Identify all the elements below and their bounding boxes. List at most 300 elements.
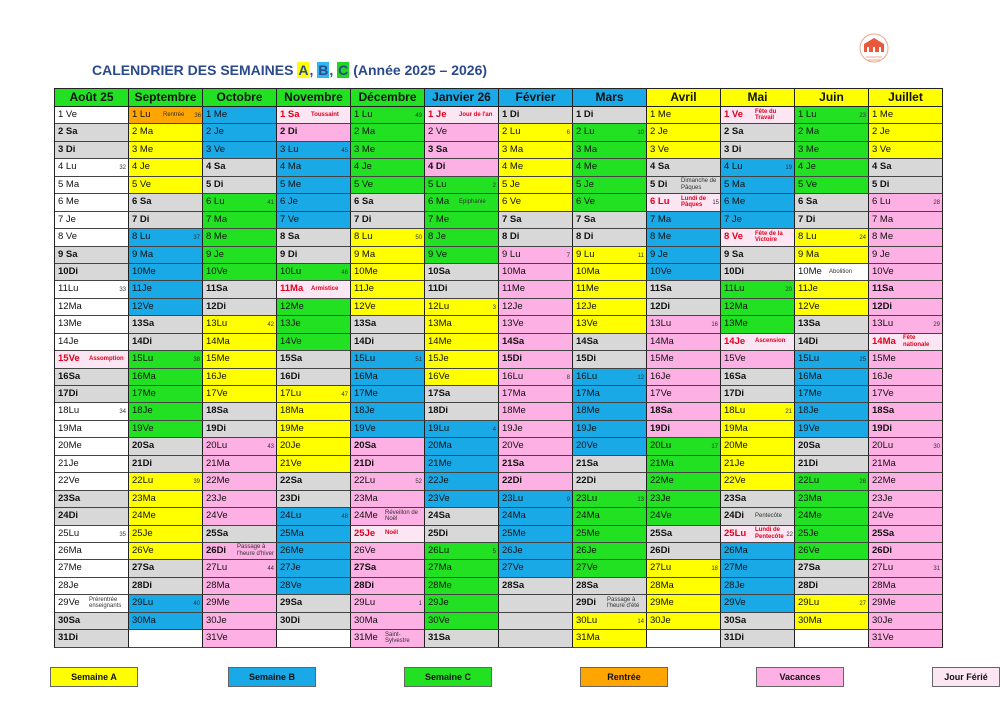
day-cell — [869, 491, 943, 508]
day-label: 30Je — [872, 614, 893, 626]
day-label: 19Ve — [354, 422, 376, 434]
day-cell — [795, 107, 869, 124]
day-cell — [425, 473, 499, 490]
week-number: 34 — [119, 409, 126, 416]
day-label: 18Me — [502, 405, 526, 417]
day-label: 27Me — [58, 562, 82, 574]
day-cell — [277, 316, 351, 333]
day-cell — [425, 107, 499, 124]
week-number: 49 — [415, 113, 422, 119]
day-cell — [425, 369, 499, 386]
day-cell — [277, 403, 351, 420]
day-cell — [55, 316, 129, 333]
month-header: Juillet — [869, 89, 943, 107]
day-label: 2 Lu — [502, 126, 521, 138]
day-cell — [425, 159, 499, 176]
day-label: 20Je — [280, 440, 301, 452]
month-header: Décembre — [351, 89, 425, 107]
day-label: 17Sa — [428, 388, 451, 399]
day-label: 17Me — [798, 388, 822, 399]
week-number: 51 — [415, 357, 422, 364]
day-cell — [499, 421, 573, 438]
day-cell — [129, 212, 203, 229]
day-cell — [55, 264, 129, 281]
day-label: 11Lu — [724, 283, 745, 295]
day-label: 24Me — [132, 510, 156, 522]
day-label: 17Lu — [280, 388, 302, 399]
day-cell — [425, 264, 499, 281]
day-cell — [351, 212, 425, 229]
day-label: 3 Me — [798, 143, 820, 155]
day-label: 8 Lu — [354, 231, 373, 243]
week-number: 40 — [193, 601, 200, 608]
day-cell — [499, 107, 573, 124]
week-number: 13 — [637, 496, 644, 503]
day-cell — [499, 159, 573, 176]
day-event-label: Prérentrée enseignants — [89, 596, 122, 610]
day-cell — [647, 456, 721, 473]
day-cell — [55, 177, 129, 194]
day-label: 31Ma — [576, 632, 600, 644]
week-number: 3 — [492, 304, 496, 311]
day-cell — [721, 334, 795, 351]
day-label: 1 Lu — [798, 109, 817, 120]
day-label: 26Ma — [724, 544, 748, 556]
day-cell — [203, 630, 277, 647]
day-label: 19Di — [206, 422, 227, 434]
day-event-label: Ascension — [755, 338, 786, 345]
week-number: 10 — [637, 130, 644, 137]
day-label: 4 Je — [798, 161, 816, 173]
day-label: 12Ma — [58, 300, 82, 312]
day-label: 22Lu — [354, 475, 376, 487]
day-label: 20Ve — [502, 440, 524, 452]
day-cell — [425, 543, 499, 560]
day-cell — [647, 247, 721, 264]
day-label: 15Me — [872, 353, 896, 365]
day-cell — [203, 421, 277, 438]
day-cell — [869, 299, 943, 316]
day-label: 7 Me — [428, 213, 450, 225]
day-label: 23Je — [650, 492, 671, 504]
day-cell — [647, 421, 721, 438]
day-label: 27Sa — [354, 562, 377, 574]
day-cell — [351, 281, 425, 298]
day-cell — [869, 107, 943, 124]
day-label: 5 Lu — [428, 178, 447, 190]
day-cell — [573, 386, 647, 403]
day-cell — [721, 281, 795, 298]
day-label: 28Di — [354, 579, 375, 591]
day-label: 31Di — [58, 632, 79, 644]
day-cell — [277, 107, 351, 124]
day-label: 10Me — [354, 265, 378, 277]
day-cell — [499, 403, 573, 420]
day-cell — [869, 560, 943, 577]
day-label: 4 Sa — [206, 161, 226, 173]
day-cell — [277, 281, 351, 298]
day-label: 3 Di — [724, 143, 742, 155]
day-cell — [203, 334, 277, 351]
day-cell — [795, 438, 869, 455]
day-cell — [277, 159, 351, 176]
day-label: 23Ma — [132, 492, 156, 504]
day-label: 25Me — [502, 527, 526, 539]
day-cell — [425, 316, 499, 333]
day-cell — [721, 124, 795, 141]
day-cell — [721, 526, 795, 543]
day-label: 19Ma — [58, 422, 82, 434]
week-number: 1 — [418, 601, 422, 608]
day-label: 13Lu — [872, 318, 894, 330]
day-event-label: Dimanche de Pâques — [681, 178, 717, 191]
day-label: 27Me — [724, 562, 748, 574]
day-cell — [129, 247, 203, 264]
school-logo-icon — [856, 32, 892, 66]
month-header: Novembre — [277, 89, 351, 107]
day-label: 7 Ma — [872, 213, 894, 225]
day-label: 4 Lu — [724, 161, 743, 173]
day-cell — [795, 491, 869, 508]
day-label: 19Ve — [798, 422, 820, 434]
page-title — [92, 62, 487, 78]
day-cell — [277, 264, 351, 281]
day-cell — [129, 299, 203, 316]
day-cell — [647, 438, 721, 455]
day-label: 30Di — [280, 614, 301, 626]
day-cell — [795, 194, 869, 211]
day-label: 3 Sa — [428, 143, 448, 155]
day-label: 3 Ve — [872, 143, 892, 155]
week-number: 48 — [341, 514, 348, 521]
day-label: 10Ve — [650, 265, 672, 277]
day-cell — [425, 247, 499, 264]
day-cell — [499, 491, 573, 508]
day-cell — [351, 299, 425, 316]
day-cell — [129, 264, 203, 281]
day-cell — [129, 560, 203, 577]
day-label: 30Je — [206, 614, 227, 626]
day-event-label: Fête nationale — [903, 335, 930, 348]
day-label: 9 Di — [280, 248, 298, 260]
day-cell — [573, 508, 647, 525]
day-cell — [795, 369, 869, 386]
day-label: 8 Lu — [798, 231, 817, 243]
day-cell — [721, 386, 795, 403]
day-label: 14Me — [428, 335, 452, 347]
day-cell — [795, 177, 869, 194]
week-number: 20 — [785, 287, 792, 294]
day-label: 29Lu — [354, 597, 376, 609]
legend-item: Semaine A — [50, 667, 138, 687]
week-number: 4 — [492, 426, 496, 433]
day-label: 23Sa — [724, 492, 747, 504]
day-label: 14Je — [724, 335, 746, 347]
day-cell — [499, 351, 573, 368]
day-cell — [721, 229, 795, 246]
week-number: 17 — [711, 444, 718, 451]
day-label: 27Sa — [132, 562, 155, 574]
day-cell — [351, 613, 425, 630]
day-label: 21Je — [724, 457, 745, 469]
day-cell — [647, 560, 721, 577]
day-cell — [203, 543, 277, 560]
day-label: 2 Sa — [724, 126, 744, 138]
day-label: 5 Me — [280, 178, 302, 190]
day-cell — [573, 473, 647, 490]
day-label: 28Ma — [872, 579, 896, 591]
day-label: 28Sa — [502, 579, 525, 591]
day-event-label: Jour de l'an — [459, 111, 493, 118]
day-cell — [129, 107, 203, 124]
day-cell — [573, 177, 647, 194]
day-cell — [499, 177, 573, 194]
day-label: 7 Ma — [650, 213, 672, 225]
day-cell — [129, 177, 203, 194]
day-label: 6 Me — [58, 196, 80, 208]
day-cell — [869, 159, 943, 176]
day-label: 16Ma — [132, 370, 156, 382]
day-label: 13Ve — [576, 318, 598, 330]
day-label: 23Lu — [502, 492, 524, 504]
day-label: 11Je — [354, 283, 374, 295]
month-header: Avril — [647, 89, 721, 107]
week-number: 24 — [859, 235, 866, 242]
day-cell — [277, 421, 351, 438]
day-cell — [647, 630, 721, 647]
day-cell — [203, 438, 277, 455]
day-cell — [277, 142, 351, 159]
week-number: 32 — [119, 165, 126, 172]
day-cell — [351, 456, 425, 473]
day-label: 26Ve — [354, 544, 376, 556]
day-cell — [795, 281, 869, 298]
day-label: 10Me — [132, 265, 156, 277]
day-cell — [499, 630, 573, 647]
day-cell — [129, 386, 203, 403]
day-label: 18Di — [428, 405, 449, 417]
day-label: 8 Lu — [132, 231, 151, 243]
week-number: 44 — [267, 566, 274, 573]
day-event-label: Armistice — [311, 286, 339, 293]
day-event-label: Réveillon de Noël — [385, 509, 419, 523]
day-cell — [647, 194, 721, 211]
day-label: 2 Je — [872, 126, 890, 138]
day-cell — [795, 212, 869, 229]
day-cell — [869, 177, 943, 194]
day-label: 22Je — [428, 475, 449, 487]
day-label: 16Lu — [576, 370, 598, 382]
day-cell — [55, 560, 129, 577]
day-label: 19Ma — [724, 422, 748, 434]
day-cell — [869, 212, 943, 229]
day-label: 1 Me — [872, 109, 894, 120]
week-number: 12 — [637, 374, 644, 381]
day-label: 26Je — [502, 544, 523, 556]
day-label: 31Me — [354, 632, 378, 644]
day-cell — [203, 177, 277, 194]
day-cell — [425, 177, 499, 194]
day-label: 17Ve — [872, 388, 894, 399]
day-cell — [795, 543, 869, 560]
day-cell — [869, 194, 943, 211]
week-number: 35 — [119, 531, 126, 538]
day-label: 14Sa — [502, 335, 525, 347]
week-number: 47 — [341, 392, 348, 398]
day-label: 15Ve — [724, 353, 746, 365]
day-label: 15Di — [502, 353, 523, 365]
day-cell — [55, 613, 129, 630]
day-label: 13Je — [280, 318, 301, 330]
day-cell — [869, 142, 943, 159]
day-label: 11Di — [428, 283, 448, 295]
day-label: 26Di — [206, 544, 227, 556]
day-label: 10Ve — [872, 265, 894, 277]
day-label: 28Di — [798, 579, 819, 591]
day-event-label: Pentecôte — [755, 512, 783, 519]
day-cell — [499, 281, 573, 298]
day-label: 3 Me — [354, 143, 376, 155]
day-label: 21Ve — [280, 457, 302, 469]
day-label: 21Je — [58, 457, 79, 469]
day-cell — [795, 473, 869, 490]
day-label: 21Ma — [872, 457, 896, 469]
day-label: 3 Ve — [206, 143, 226, 155]
day-cell — [203, 316, 277, 333]
day-label: 6 Ma — [428, 196, 450, 208]
day-cell — [277, 456, 351, 473]
day-cell — [425, 403, 499, 420]
day-label: 17Di — [724, 388, 745, 399]
day-label: 5 Ve — [354, 178, 374, 190]
day-label: 2 Ma — [798, 126, 820, 138]
day-cell — [721, 264, 795, 281]
day-label: 25Je — [798, 527, 819, 539]
day-cell — [721, 107, 795, 124]
day-cell — [277, 526, 351, 543]
day-label: 20Lu — [872, 440, 894, 452]
day-label: 5 Di — [206, 178, 224, 190]
day-label: 25Lu — [724, 527, 747, 539]
day-label: 7 Ma — [206, 213, 228, 225]
day-label: 2 Ve — [428, 126, 448, 138]
day-label: 19Me — [280, 422, 304, 434]
week-number: 23 — [859, 113, 866, 119]
day-cell — [721, 613, 795, 630]
day-label: 12Ve — [132, 300, 154, 312]
day-label: 16Je — [206, 370, 227, 382]
day-label: 17Ma — [502, 388, 526, 399]
day-cell — [277, 386, 351, 403]
day-cell — [203, 299, 277, 316]
week-number: 33 — [119, 287, 126, 294]
day-cell — [203, 281, 277, 298]
day-label: 7 Je — [724, 213, 742, 225]
day-label: 25Je — [132, 527, 153, 539]
day-label: 25Je — [354, 527, 376, 539]
day-cell — [721, 630, 795, 647]
day-label: 25Sa — [650, 527, 673, 539]
day-cell — [647, 508, 721, 525]
day-cell — [869, 229, 943, 246]
day-cell — [573, 281, 647, 298]
day-label: 21Sa — [576, 457, 599, 469]
day-cell — [203, 159, 277, 176]
day-label: 5 Di — [650, 178, 668, 190]
day-cell — [425, 281, 499, 298]
day-cell — [129, 194, 203, 211]
day-label: 24Di — [58, 510, 79, 522]
day-label: 18Je — [798, 405, 819, 417]
day-cell — [499, 369, 573, 386]
day-cell — [647, 578, 721, 595]
day-cell — [573, 438, 647, 455]
day-label: 25Lu — [58, 527, 80, 539]
day-label: 9 Lu — [576, 248, 595, 260]
day-cell — [129, 613, 203, 630]
day-cell — [425, 613, 499, 630]
day-cell — [351, 403, 425, 420]
day-cell — [499, 595, 573, 612]
day-cell — [869, 264, 943, 281]
day-cell — [55, 491, 129, 508]
day-label: 12Di — [206, 300, 227, 312]
day-cell — [573, 491, 647, 508]
day-label: 9 Ma — [132, 248, 154, 260]
day-cell — [55, 159, 129, 176]
day-cell — [277, 299, 351, 316]
day-cell — [351, 438, 425, 455]
day-cell — [795, 613, 869, 630]
day-label: 9 Je — [872, 248, 890, 260]
day-cell — [425, 526, 499, 543]
day-cell — [55, 543, 129, 560]
day-label: 29Ve — [724, 597, 746, 609]
day-label: 29Me — [872, 597, 896, 609]
day-cell — [351, 578, 425, 595]
day-label: 30Ma — [798, 614, 822, 626]
day-cell — [277, 491, 351, 508]
day-cell — [129, 124, 203, 141]
day-label: 11Ma — [280, 283, 304, 295]
day-cell — [129, 543, 203, 560]
day-label: 4 Je — [132, 161, 150, 173]
day-label: 23Ma — [798, 492, 822, 504]
day-label: 26Di — [650, 544, 671, 556]
day-cell — [869, 456, 943, 473]
day-label: 27Je — [280, 562, 301, 574]
day-cell — [203, 613, 277, 630]
day-label: 9 Ma — [798, 248, 820, 260]
day-label: 1 Ve — [724, 109, 744, 120]
day-cell — [55, 421, 129, 438]
month-header: Janvier 26 — [425, 89, 499, 107]
day-cell — [277, 369, 351, 386]
day-cell — [203, 142, 277, 159]
day-label: 13Me — [724, 318, 748, 330]
day-cell — [869, 438, 943, 455]
day-cell — [647, 369, 721, 386]
day-event-label: Abolition — [829, 268, 853, 275]
day-cell — [721, 177, 795, 194]
day-label: 10Me — [798, 265, 822, 277]
day-cell — [351, 386, 425, 403]
day-cell — [721, 299, 795, 316]
day-label: 29Sa — [280, 597, 303, 609]
day-label: 30Lu — [576, 614, 598, 626]
day-cell — [277, 438, 351, 455]
day-label: 2 Sa — [58, 126, 78, 138]
